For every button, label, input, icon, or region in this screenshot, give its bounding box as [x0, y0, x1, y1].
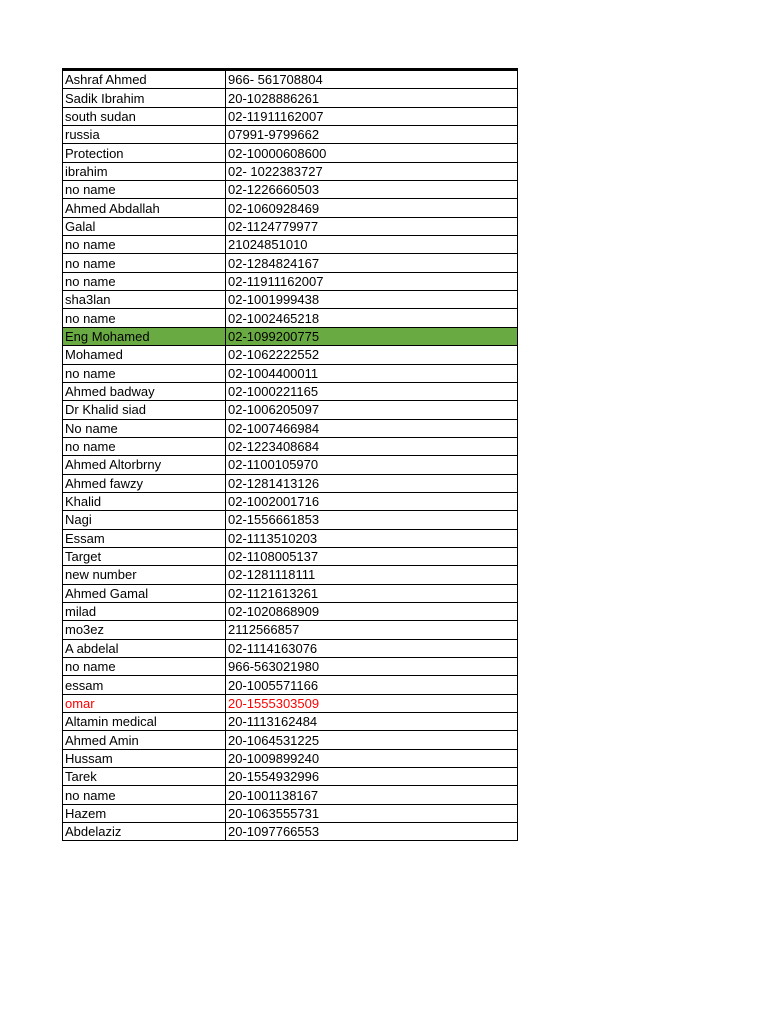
contact-phone-cell[interactable]: 20-1001138167 — [226, 786, 518, 804]
table-row — [63, 162, 518, 180]
contact-name-cell[interactable]: Ahmed Gamal — [63, 584, 226, 602]
contact-phone-cell[interactable]: 20-1064531225 — [226, 731, 518, 749]
contacts-table-body — [63, 70, 518, 841]
table-row — [63, 199, 518, 217]
contact-name-cell[interactable]: mo3ez — [63, 621, 226, 639]
table-row — [63, 658, 518, 676]
contact-phone-cell[interactable]: 02-1556661853 — [226, 511, 518, 529]
contact-name-cell[interactable]: russia — [63, 126, 226, 144]
contacts-table — [62, 68, 518, 841]
contact-phone-cell[interactable]: 02-1121613261 — [226, 584, 518, 602]
contact-name-cell[interactable]: no name — [63, 309, 226, 327]
contact-phone-cell[interactable]: 02-1226660503 — [226, 181, 518, 199]
contact-name-cell[interactable]: ibrahim — [63, 162, 226, 180]
table-row — [63, 676, 518, 694]
table-row-red-text — [63, 694, 518, 712]
contact-name-cell[interactable]: A abdelal — [63, 639, 226, 657]
contact-name-cell[interactable]: Ahmed Amin — [63, 731, 226, 749]
contact-phone-cell[interactable]: 02-1100105970 — [226, 456, 518, 474]
table-row — [63, 547, 518, 565]
table-row — [63, 382, 518, 400]
table-row — [63, 584, 518, 602]
contact-phone-cell[interactable]: 20-1555303509 — [226, 694, 518, 712]
contact-name-cell[interactable]: Mohamed — [63, 346, 226, 364]
contact-phone-cell[interactable]: 02- 1022383727 — [226, 162, 518, 180]
contact-name-cell[interactable]: no name — [63, 437, 226, 455]
contact-name-cell[interactable]: no name — [63, 236, 226, 254]
table-row — [63, 474, 518, 492]
contact-phone-cell[interactable]: 02-1006205097 — [226, 401, 518, 419]
table-row — [63, 804, 518, 822]
contact-phone-cell[interactable]: 02-11911162007 — [226, 272, 518, 290]
table-row — [63, 437, 518, 455]
contact-phone-cell[interactable]: 02-1060928469 — [226, 199, 518, 217]
contact-name-cell[interactable]: Hazem — [63, 804, 226, 822]
contact-name-cell[interactable]: Target — [63, 547, 226, 565]
contact-name-cell[interactable]: omar — [63, 694, 226, 712]
table-row — [63, 272, 518, 290]
contact-phone-cell[interactable]: 02-1113510203 — [226, 529, 518, 547]
contact-name-cell[interactable]: Ashraf Ahmed — [63, 70, 226, 89]
contact-phone-cell[interactable]: 02-1124779977 — [226, 217, 518, 235]
contact-name-cell[interactable]: no name — [63, 658, 226, 676]
table-row — [63, 401, 518, 419]
contact-name-cell[interactable]: Tarek — [63, 768, 226, 786]
contact-phone-cell[interactable]: 02-1002465218 — [226, 309, 518, 327]
contact-name-cell[interactable]: no name — [63, 181, 226, 199]
contact-phone-cell[interactable]: 02-1000221165 — [226, 382, 518, 400]
contact-phone-cell[interactable]: 02-1284824167 — [226, 254, 518, 272]
table-row — [63, 364, 518, 382]
table-row — [63, 144, 518, 162]
table-row — [63, 786, 518, 804]
contact-phone-cell[interactable]: 20-1009899240 — [226, 749, 518, 767]
contact-phone-cell[interactable]: 966-563021980 — [226, 658, 518, 676]
table-row — [63, 346, 518, 364]
contact-name-cell[interactable]: Eng Mohamed — [63, 327, 226, 345]
table-row — [63, 602, 518, 620]
table-row — [63, 492, 518, 510]
table-row — [63, 236, 518, 254]
contact-name-cell[interactable]: new number — [63, 566, 226, 584]
contact-name-cell[interactable]: Altamin medical — [63, 713, 226, 731]
contact-name-cell[interactable]: Khalid — [63, 492, 226, 510]
table-row — [63, 419, 518, 437]
contact-name-cell[interactable]: Protection — [63, 144, 226, 162]
contact-phone-cell[interactable]: 02-1020868909 — [226, 602, 518, 620]
contact-phone-cell[interactable]: 02-10000608600 — [226, 144, 518, 162]
contact-name-cell[interactable]: Ahmed Abdallah — [63, 199, 226, 217]
contact-name-cell[interactable]: Ahmed fawzy — [63, 474, 226, 492]
contact-phone-cell[interactable]: 2112566857 — [226, 621, 518, 639]
contact-phone-cell[interactable]: 02-1223408684 — [226, 437, 518, 455]
table-row — [63, 89, 518, 107]
contact-name-cell[interactable]: no name — [63, 786, 226, 804]
table-row — [63, 639, 518, 657]
table-row — [63, 217, 518, 235]
contact-phone-cell[interactable]: 966- 561708804 — [226, 70, 518, 89]
table-row — [63, 254, 518, 272]
contact-name-cell[interactable]: essam — [63, 676, 226, 694]
contact-phone-cell[interactable]: 20-1097766553 — [226, 823, 518, 841]
table-row — [63, 309, 518, 327]
contact-name-cell[interactable]: no name — [63, 364, 226, 382]
table-row — [63, 713, 518, 731]
contact-name-cell[interactable]: No name — [63, 419, 226, 437]
contact-name-cell[interactable]: milad — [63, 602, 226, 620]
contact-name-cell[interactable]: no name — [63, 272, 226, 290]
contact-phone-cell[interactable]: 02-1007466984 — [226, 419, 518, 437]
contact-name-cell[interactable]: Sadik Ibrahim — [63, 89, 226, 107]
contact-name-cell[interactable]: Dr Khalid siad — [63, 401, 226, 419]
table-row — [63, 181, 518, 199]
contact-name-cell[interactable]: sha3lan — [63, 291, 226, 309]
table-row — [63, 749, 518, 767]
contact-phone-cell[interactable]: 07991-9799662 — [226, 126, 518, 144]
table-row — [63, 107, 518, 125]
contact-phone-cell[interactable]: 02-1002001716 — [226, 492, 518, 510]
table-row — [63, 456, 518, 474]
table-row — [63, 823, 518, 841]
contact-phone-cell[interactable]: 02-11911162007 — [226, 107, 518, 125]
table-row — [63, 621, 518, 639]
table-row — [63, 126, 518, 144]
table-row — [63, 511, 518, 529]
table-row — [63, 291, 518, 309]
contact-phone-cell[interactable]: 20-1554932996 — [226, 768, 518, 786]
contact-name-cell[interactable]: Galal — [63, 217, 226, 235]
contact-name-cell[interactable]: Ahmed Altorbrny — [63, 456, 226, 474]
contact-phone-cell[interactable]: 20-1005571166 — [226, 676, 518, 694]
contact-phone-cell[interactable]: 02-1114163076 — [226, 639, 518, 657]
contact-name-cell[interactable]: south sudan — [63, 107, 226, 125]
contact-phone-cell[interactable]: 20-1113162484 — [226, 713, 518, 731]
contact-phone-cell[interactable]: 21024851010 — [226, 236, 518, 254]
table-row — [63, 768, 518, 786]
contact-name-cell[interactable]: Nagi — [63, 511, 226, 529]
table-row — [63, 731, 518, 749]
contact-name-cell[interactable]: Hussam — [63, 749, 226, 767]
contact-phone-cell[interactable]: 20-1028886261 — [226, 89, 518, 107]
contact-phone-cell[interactable]: 20-1063555731 — [226, 804, 518, 822]
table-row — [63, 566, 518, 584]
contact-name-cell[interactable]: Ahmed badway — [63, 382, 226, 400]
table-row — [63, 70, 518, 89]
contact-phone-cell[interactable]: 02-1001999438 — [226, 291, 518, 309]
contact-name-cell[interactable]: Abdelaziz — [63, 823, 226, 841]
table-row-highlighted — [63, 327, 518, 345]
contact-phone-cell[interactable]: 02-1281118111 — [226, 566, 518, 584]
contact-name-cell[interactable]: Essam — [63, 529, 226, 547]
contact-phone-cell[interactable]: 02-1108005137 — [226, 547, 518, 565]
contact-name-cell[interactable]: no name — [63, 254, 226, 272]
contact-phone-cell[interactable]: 02-1004400011 — [226, 364, 518, 382]
table-row — [63, 529, 518, 547]
contact-phone-cell[interactable]: 02-1099200775 — [226, 327, 518, 345]
contact-phone-cell[interactable]: 02-1062222552 — [226, 346, 518, 364]
contact-phone-cell[interactable]: 02-1281413126 — [226, 474, 518, 492]
